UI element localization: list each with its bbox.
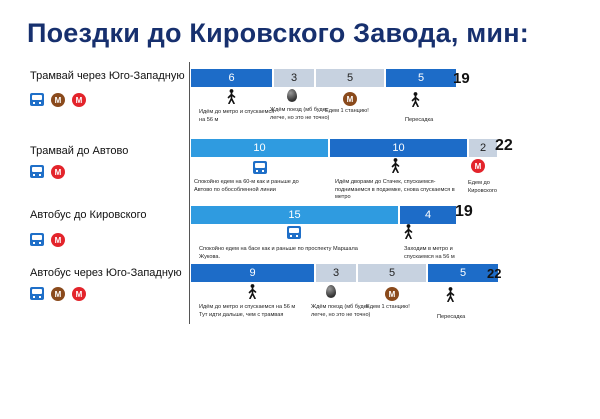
annotation-text: Едем 1 станцию!	[325, 108, 369, 114]
metro-brown-icon: М	[343, 92, 357, 106]
annotation-text: Идём до метро и спускаемся на 56 м	[199, 109, 275, 123]
stacked-bar	[191, 206, 456, 224]
annotation-icon-wrap	[326, 285, 336, 298]
annotation-icon-wrap	[248, 284, 257, 299]
annotation-icon-wrap	[253, 161, 267, 174]
person-icon	[391, 158, 400, 173]
annotation-text: Пересадка	[437, 314, 466, 320]
annotation-icon-wrap	[385, 287, 399, 301]
annotation-icon-wrap	[411, 92, 420, 107]
person-icon	[411, 92, 420, 107]
metro-brown-icon: М	[51, 93, 65, 107]
axis-divider	[189, 62, 190, 324]
total-minutes: 19	[455, 203, 473, 220]
bar-segment: 6	[191, 69, 274, 87]
bus-icon	[30, 287, 44, 300]
bus-icon	[287, 226, 301, 239]
metro-red-icon: М	[471, 159, 485, 173]
annotation-text: Ждём поезд (мб будет легче, но это не точно)	[311, 304, 371, 318]
person-icon	[227, 89, 236, 104]
metro-brown-icon: М	[51, 287, 65, 301]
bar-segment: 2	[469, 139, 497, 157]
metro-brown-icon: М	[385, 287, 399, 301]
metro-red-icon: М	[51, 165, 65, 179]
bar-segment: 5	[316, 69, 386, 87]
stacked-bar	[191, 69, 456, 87]
route-name: Трамвай до Автово	[30, 145, 129, 157]
annotation-text: Идём дворами до Стачек, спускаемся-поднимаемся в подземке, снова спускаемся в метро	[335, 179, 455, 201]
route-name: Трамвай через Юго-Западную	[30, 70, 185, 82]
bar-segment: 5	[358, 264, 428, 282]
annotation-icon-wrap	[227, 89, 236, 104]
metro-red-icon: М	[72, 287, 86, 301]
annotation-icon-wrap	[287, 89, 297, 102]
bar-segment: 4	[400, 206, 456, 224]
annotation-text: Едем до Кировского	[468, 180, 497, 194]
annotation-icon-wrap	[391, 158, 400, 173]
bar-segment: 5	[386, 69, 456, 87]
annotation-text: Пересадка	[405, 117, 434, 123]
annotation-text: Идём до метро и спускаемся на 56 м Тут идти дальше, чем с трамвая	[199, 304, 296, 318]
route-name: Автобус до Кировского	[30, 209, 147, 221]
annotation-icon-wrap	[471, 159, 485, 173]
bar-segment: 9	[191, 264, 316, 282]
transport-icons	[30, 287, 86, 301]
person-icon	[248, 284, 257, 299]
bar-segment: 5	[428, 264, 498, 282]
annotation-text: Спокойно едем на 60-м как и раньше до Автово по обособленной линии	[194, 179, 299, 193]
bus-icon	[30, 165, 44, 178]
annotation-icon-wrap	[343, 92, 357, 106]
bus-icon	[253, 161, 267, 174]
annotation-icon-wrap	[287, 226, 301, 239]
bar-segment: 3	[274, 69, 316, 87]
metro-red-icon: М	[72, 93, 86, 107]
annotation-text: Заходим в метро и спускаемся на 56 м	[404, 246, 455, 260]
total-minutes: 22	[495, 137, 513, 154]
egg-icon	[287, 89, 297, 102]
person-icon	[404, 224, 413, 239]
transport-icons	[30, 233, 65, 247]
transport-icons	[30, 93, 86, 107]
stacked-bar	[191, 139, 497, 157]
bar-segment: 15	[191, 206, 400, 224]
chart-title: Поездки до Кировского Завода, мин:	[27, 18, 529, 48]
stacked-bar	[191, 264, 498, 282]
annotation-text: Едем 1 станцию!	[366, 304, 410, 310]
total-minutes: 22	[487, 266, 502, 281]
transport-icons	[30, 165, 65, 179]
person-icon	[446, 287, 455, 302]
annotation-text: Ждём поезд (мб будет легче, но это не точно)	[270, 107, 330, 121]
annotation-icon-wrap	[446, 287, 455, 302]
bus-icon	[30, 93, 44, 106]
bar-segment: 10	[191, 139, 330, 157]
egg-icon	[326, 285, 336, 298]
metro-red-icon: М	[51, 233, 65, 247]
annotation-icon-wrap	[404, 224, 413, 239]
total-minutes: 19	[453, 70, 470, 87]
bar-segment: 10	[330, 139, 469, 157]
route-name: Автобус через Юго-Западную	[30, 267, 182, 279]
annotation-text: Спокойно едем на басе как и раньше по проспекту Маршала Жукова.	[199, 246, 358, 260]
bar-segment: 3	[316, 264, 358, 282]
bus-icon	[30, 233, 44, 246]
